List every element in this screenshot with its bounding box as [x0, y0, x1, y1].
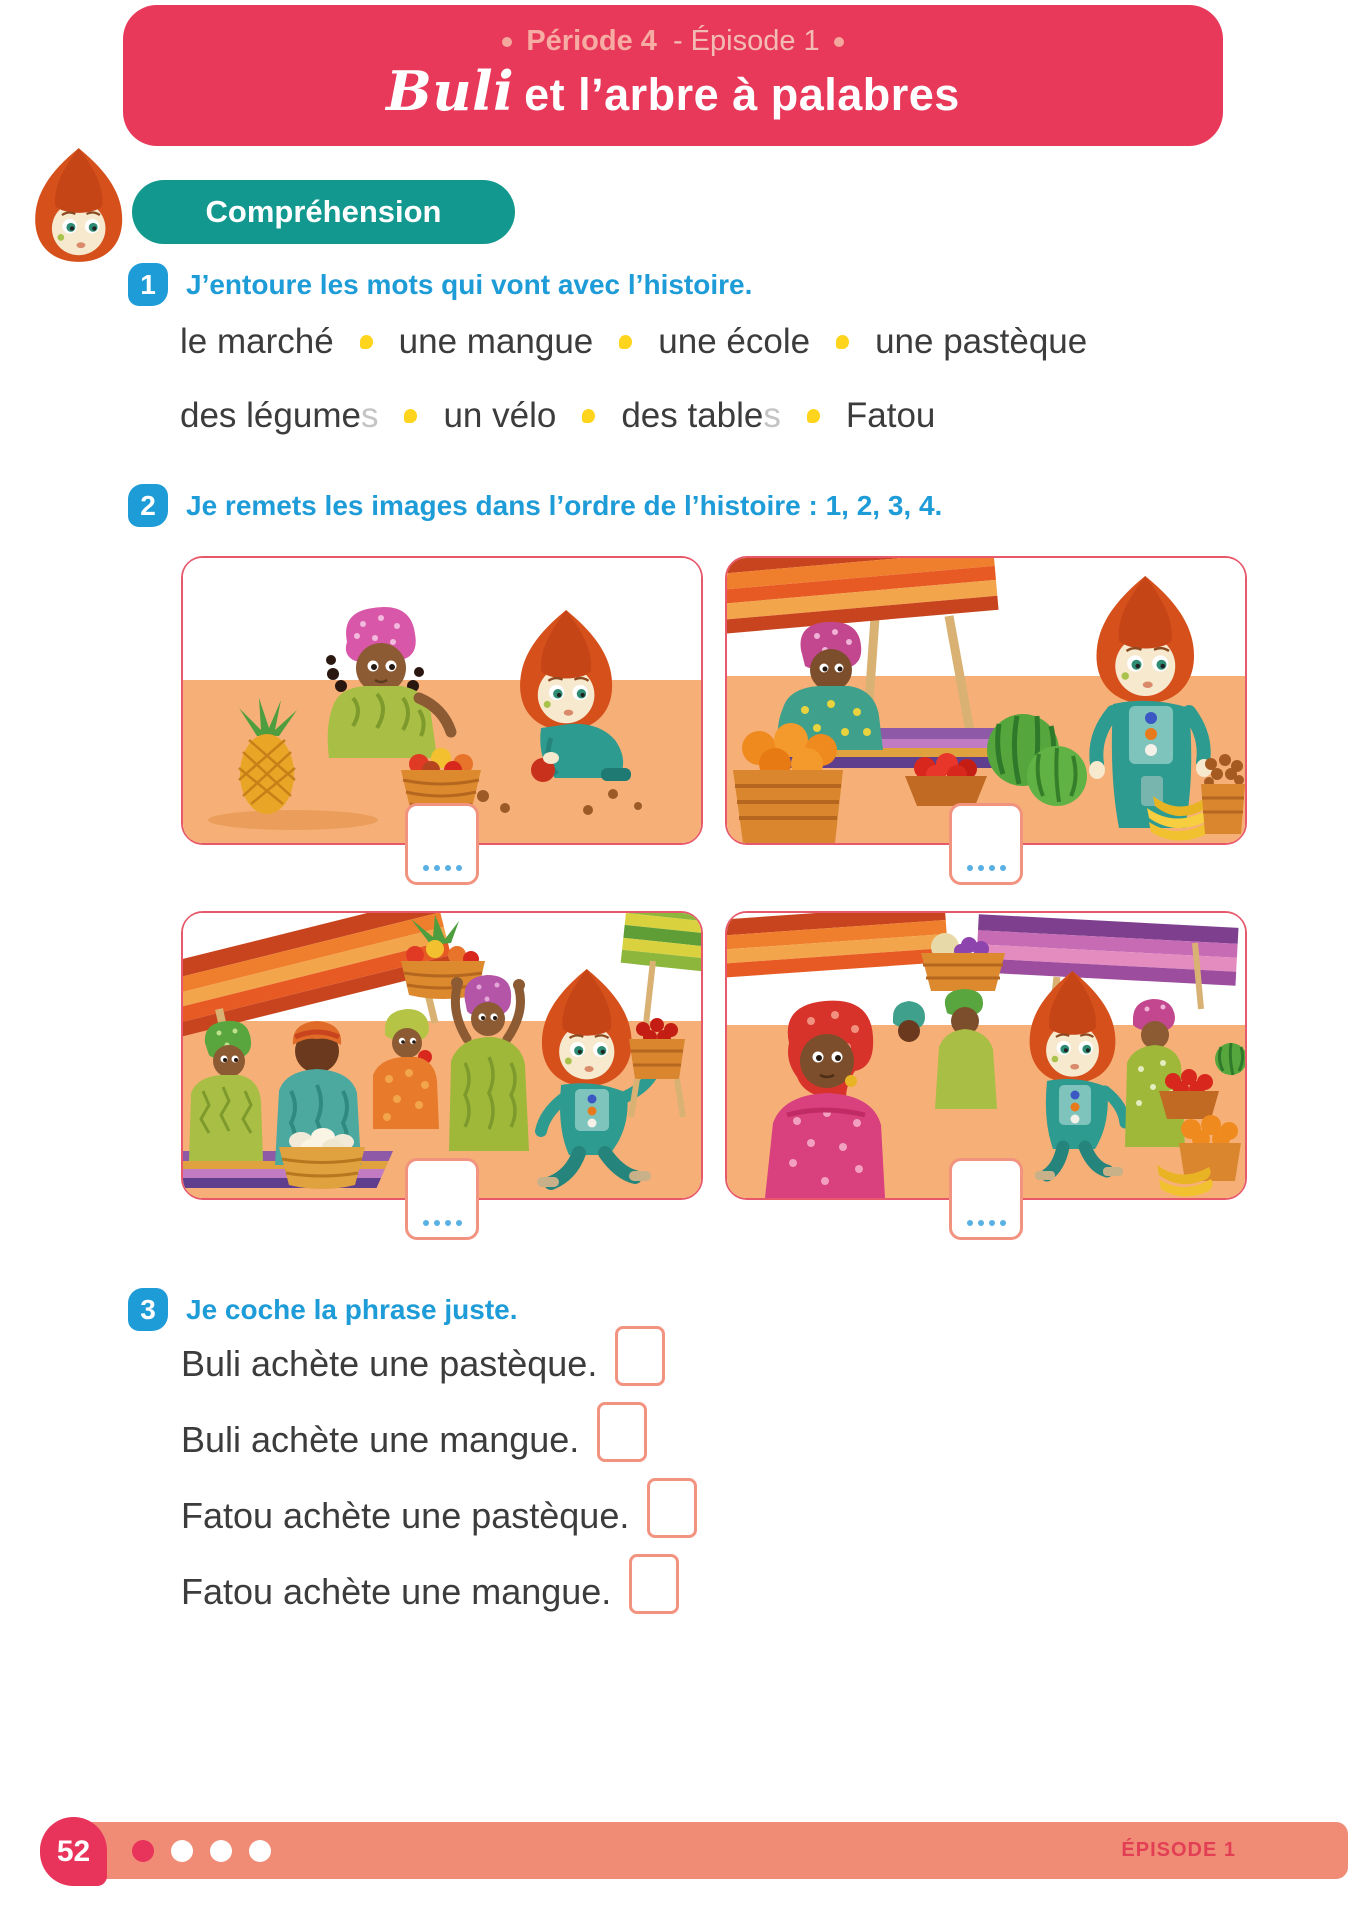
word-token[interactable]: une école — [658, 322, 811, 361]
title-script-word: Buli — [386, 59, 515, 123]
footer-band — [40, 1822, 1348, 1879]
progress-dot — [210, 1840, 232, 1862]
exercise2-instruction: Je remets les images dans l’ordre de l’histoire : 1, 2, 3, 4. — [186, 489, 943, 521]
scene-illustration — [183, 558, 701, 843]
title-rest: et l’arbre à palabres — [524, 69, 960, 120]
section-label-text: Compréhension — [205, 194, 442, 229]
episode-label: ÉPISODE 1 — [1121, 1839, 1236, 1861]
word-token[interactable]: le marché — [180, 322, 334, 361]
writing-guide-dots — [423, 1220, 462, 1226]
story-image-4 — [725, 911, 1247, 1200]
scene-illustration — [727, 558, 1245, 843]
page-number: 52 — [56, 1834, 91, 1868]
sentence-row — [181, 1402, 697, 1462]
progress-dot-active — [132, 1840, 154, 1862]
exercise2-number-badge: 2 — [128, 484, 168, 527]
progress-dot — [249, 1840, 271, 1862]
pink-dot-icon — [834, 37, 844, 47]
yellow-dot-icon — [619, 335, 632, 349]
buli-mascot-icon — [24, 144, 128, 270]
sentence-checkbox-2[interactable] — [597, 1402, 647, 1462]
page-header — [123, 5, 1223, 146]
writing-guide-dots — [967, 1220, 1006, 1226]
sentence-text: Buli achète une mangue. — [181, 1419, 580, 1460]
order-answer-box-3[interactable] — [405, 1158, 479, 1240]
scene-illustration — [183, 913, 701, 1198]
order-answer-box-1[interactable] — [405, 803, 479, 885]
kicker-episode: - Épisode 1 — [672, 25, 820, 57]
sentence-text: Fatou achète une mangue. — [181, 1571, 612, 1612]
word-token[interactable]: un vélo — [443, 396, 557, 435]
sentence-checkbox-3[interactable] — [647, 1478, 697, 1538]
exercise1-instruction: J’entoure les mots qui vont avec l’histoire. — [186, 268, 753, 300]
story-image-3 — [181, 911, 703, 1200]
writing-guide-dots — [423, 865, 462, 871]
exercise3-number-badge: 3 — [128, 1288, 168, 1331]
exercise3-instruction: Je coche la phrase juste. — [186, 1293, 518, 1325]
header-kicker — [123, 25, 1223, 58]
story-image-1 — [181, 556, 703, 845]
sentence-row — [181, 1478, 697, 1538]
sentence-text: Fatou achète une pastèque. — [181, 1495, 630, 1536]
scene-illustration — [727, 913, 1245, 1198]
word-token[interactable]: des légumes — [180, 396, 379, 435]
word-row — [180, 322, 1087, 362]
word-token[interactable]: une mangue — [398, 322, 594, 361]
section-label-comprehension — [132, 180, 515, 244]
writing-guide-dots — [967, 865, 1006, 871]
sentence-checkbox-4[interactable] — [629, 1554, 679, 1614]
yellow-dot-icon — [360, 335, 373, 349]
progress-dot — [171, 1840, 193, 1862]
order-answer-box-4[interactable] — [949, 1158, 1023, 1240]
page-number-badge — [40, 1817, 107, 1886]
yellow-dot-icon — [582, 409, 595, 423]
word-row — [180, 396, 935, 436]
exercise2-heading — [128, 484, 942, 527]
sentence-text: Buli achète une pastèque. — [181, 1343, 598, 1384]
progress-dots — [132, 1840, 271, 1862]
exercise1-number-badge: 1 — [128, 263, 168, 306]
kicker-period: Période 4 — [526, 25, 657, 57]
pink-dot-icon — [502, 37, 512, 47]
sentence-row — [181, 1326, 697, 1386]
yellow-dot-icon — [807, 409, 820, 423]
sentence-row — [181, 1554, 697, 1614]
page-title — [123, 59, 1223, 123]
exercise3-heading — [128, 1288, 518, 1331]
sentence-list — [181, 1326, 697, 1614]
yellow-dot-icon — [836, 335, 849, 349]
story-image-2 — [725, 556, 1247, 845]
sentence-checkbox-1[interactable] — [615, 1326, 665, 1386]
word-token[interactable]: des tables — [621, 396, 781, 435]
word-token[interactable]: Fatou — [845, 396, 936, 435]
order-answer-box-2[interactable] — [949, 803, 1023, 885]
exercise1-heading — [128, 263, 752, 306]
yellow-dot-icon — [404, 409, 417, 423]
word-token[interactable]: une pastèque — [875, 322, 1088, 361]
